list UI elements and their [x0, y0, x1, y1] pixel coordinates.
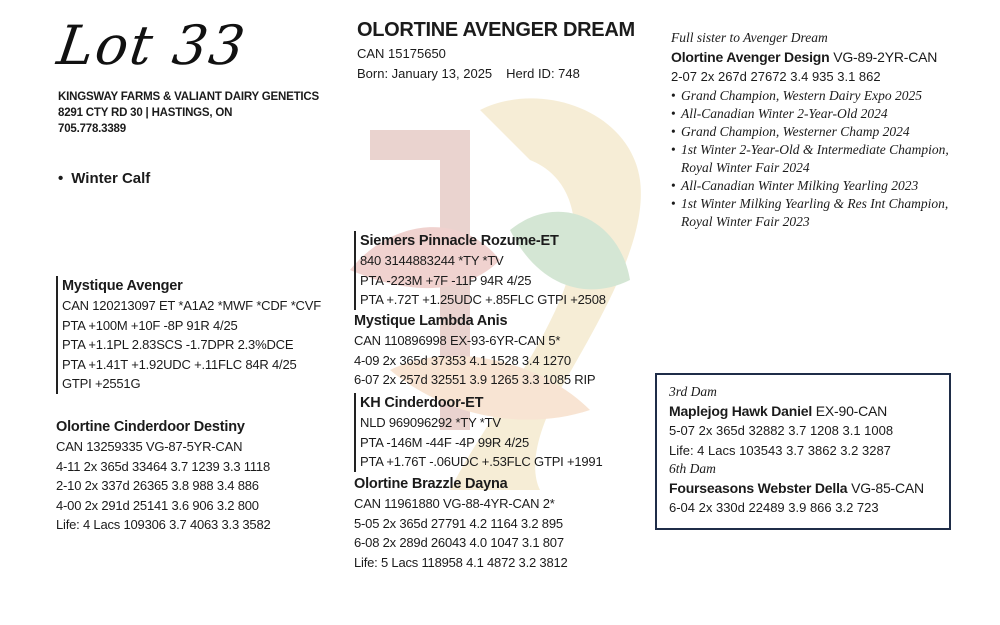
pedigree-line: CAN 120213097 ET *A1A2 *MWF *CDF *CVF: [62, 298, 321, 313]
animal-registration: CAN 15175650: [357, 46, 446, 61]
consignor-info: [58, 89, 319, 137]
sister-name: Olortine Avenger Design: [671, 49, 830, 65]
honor-item: • 1st Winter 2-Year-Old & Intermediate Champion, Royal Winter Fair 2024: [671, 141, 961, 177]
honor-item: • Grand Champion, Westerner Champ 2024: [671, 123, 961, 141]
sire-dam-name: Mystique Lambda Anis: [354, 313, 508, 329]
animal-birth-herd: [357, 64, 580, 84]
third-dam-lifetime: Life: 4 Lacs 103543 3.7 3862 3.2 3287: [669, 442, 891, 458]
pedigree-line: CAN 11961880 VG-88-4YR-CAN 2*: [354, 496, 555, 511]
sister-label: Full sister to Avenger Dream: [671, 30, 828, 45]
sixth-dam-classification: VG-85-CAN: [851, 480, 924, 496]
extended-dams-box: [655, 373, 951, 530]
honor-item: • 1st Winter Milking Yearling & Res Int Champion, Royal Winter Fair 2023: [671, 195, 961, 231]
third-dam-classification: EX-90-CAN: [815, 403, 888, 419]
pedigree-line: CAN 110896998 EX-93-6YR-CAN 5*: [354, 333, 561, 348]
sire-sire-block: [354, 231, 606, 310]
pedigree-line: GTPI +2551G: [62, 376, 141, 391]
honors-list: [671, 87, 961, 231]
pedigree-line: 840 3144883244 *TY *TV: [360, 253, 504, 268]
category-bullet: • Winter Calf: [58, 170, 150, 187]
pedigree-line: PTA +.72T +1.25UDC +.85FLC GTPI +2508: [360, 292, 606, 307]
lot-number: Lot 33: [53, 14, 251, 77]
third-dam-label: 3rd Dam: [669, 384, 717, 399]
pedigree-line: PTA +1.1PL 2.83SCS -1.7DPR 2.3%DCE: [62, 337, 294, 352]
pedigree-line: CAN 13259335 VG-87-5YR-CAN: [56, 439, 243, 454]
dam-block: [56, 417, 271, 535]
pedigree-line: PTA +1.76T -.06UDC +.53FLC GTPI +1991: [360, 454, 603, 469]
third-dam-name: Maplejog Hawk Daniel: [669, 403, 813, 419]
pedigree-line: 5-05 2x 365d 27791 4.2 1164 3.2 895: [354, 515, 563, 531]
sister-classification: VG-89-2YR-CAN: [833, 49, 938, 65]
pedigree-line: 2-10 2x 337d 26365 3.8 988 3.4 886: [56, 478, 259, 493]
pedigree-line: PTA -146M -44F -4P 99R 4/25: [360, 434, 529, 450]
third-dam-record: 5-07 2x 365d 32882 3.7 1208 3.1 1008: [669, 423, 894, 438]
sister-block: [671, 28, 961, 231]
sire-sire-name: Siemers Pinnacle Rozume-ET: [360, 233, 559, 249]
pedigree-line: 6-08 2x 289d 26043 4.0 1047 3.1 807: [354, 535, 564, 550]
dam-dam-name: Olortine Brazzle Dayna: [354, 476, 508, 492]
sire-block: [56, 276, 321, 394]
herd-id: Herd ID: 748: [506, 66, 580, 81]
pedigree-line: 6-07 2x 257d 32551 3.9 1265 3.3 1085 RIP: [354, 372, 596, 387]
pedigree-line: NLD 969096292 *TY *TV: [360, 415, 501, 430]
pedigree-line: PTA +100M +10F -8P 91R 4/25: [62, 317, 238, 333]
consignor-name: KINGSWAY FARMS & VALIANT DAIRY GENETICS: [58, 91, 319, 103]
sister-heading: [671, 47, 961, 67]
sister-record: 2-07 2x 267d 27672 3.4 935 3.1 862: [671, 69, 881, 84]
dam-name: Olortine Cinderdoor Destiny: [56, 419, 245, 435]
pedigree-line: Life: 4 Lacs 109306 3.7 4063 3.3 3582: [56, 517, 271, 532]
consignor-address: 8291 CTY RD 30 | HASTINGS, ON: [58, 107, 233, 119]
pedigree-line: 4-00 2x 291d 25141 3.6 906 3.2 800: [56, 497, 259, 513]
pedigree-line: PTA -223M +7F -11P 94R 4/25: [360, 272, 532, 288]
dam-sire-name: KH Cinderdoor-ET: [360, 395, 484, 411]
sixth-dam-label: 6th Dam: [669, 461, 716, 476]
dam-sire-block: [354, 393, 603, 472]
dam-dam-block: [354, 474, 568, 572]
honor-item: • All-Canadian Winter 2-Year-Old 2024: [671, 105, 961, 123]
animal-name: OLORTINE AVENGER DREAM: [357, 19, 635, 41]
pedigree-line: Life: 5 Lacs 118958 4.1 4872 3.2 3812: [354, 554, 568, 570]
honor-item: • All-Canadian Winter Milking Yearling 2023: [671, 177, 961, 195]
pedigree-line: 4-11 2x 365d 33464 3.7 1239 3.3 1118: [56, 458, 270, 474]
consignor-phone: 705.778.3389: [58, 123, 126, 135]
third-dam-heading: [669, 401, 937, 421]
sire-name: Mystique Avenger: [62, 278, 183, 294]
sixth-dam-record: 6-04 2x 330d 22489 3.9 866 3.2 723: [669, 500, 879, 515]
sire-dam-block: [354, 311, 595, 390]
honor-item: • Grand Champion, Western Dairy Expo 2025: [671, 87, 961, 105]
pedigree-line: 4-09 2x 365d 37353 4.1 1528 3.4 1270: [354, 352, 571, 368]
pedigree-line: PTA +1.41T +1.92UDC +.11FLC 84R 4/25: [62, 356, 297, 372]
sixth-dam-heading: [669, 478, 937, 498]
birth-date: Born: January 13, 2025: [357, 66, 493, 81]
sixth-dam-name: Fourseasons Webster Della: [669, 480, 848, 496]
